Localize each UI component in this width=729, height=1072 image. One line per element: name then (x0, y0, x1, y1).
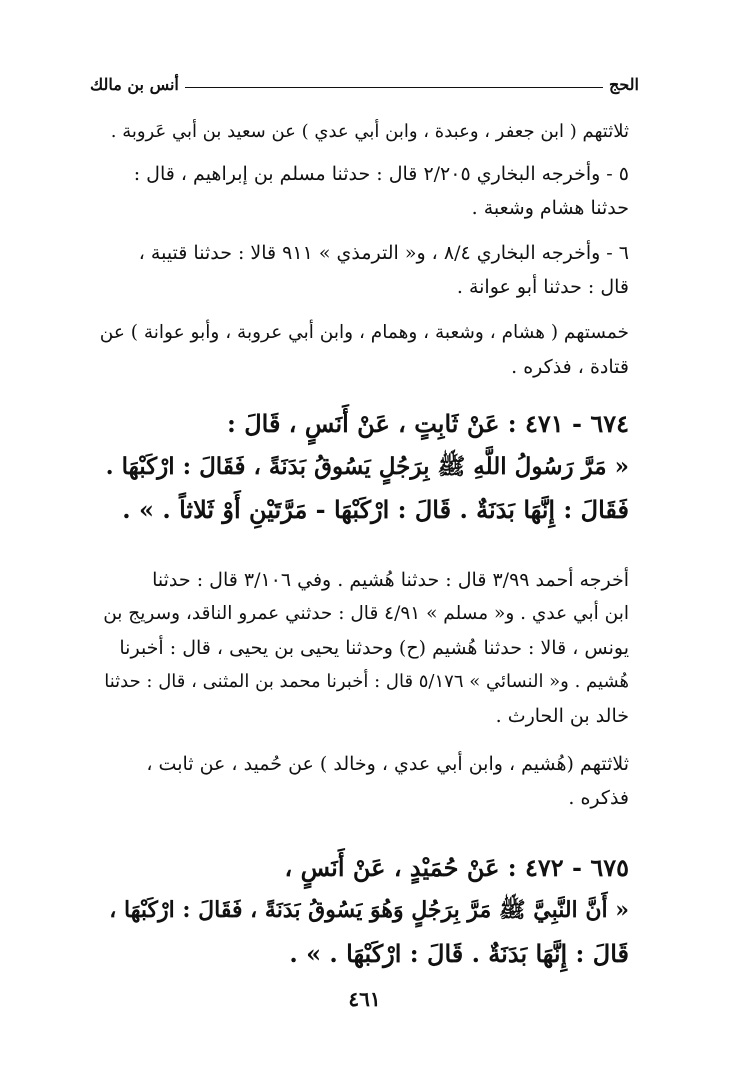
text-line: قتادة ، فذكره . (511, 356, 629, 378)
running-header (90, 70, 639, 94)
source-paragraph-2 (100, 157, 629, 225)
takhrij-paragraph-1 (100, 563, 629, 733)
text-line: خمستهم ( هشام ، وشعبة ، وهمام ، وابن أبي عروبة ، وأبو عوانة ) عن (99, 322, 629, 343)
takhrij-paragraph-2 (100, 747, 629, 815)
text-line: خالد بن الحارث . (495, 705, 629, 727)
text-line: ثلاثتهم (هُشيم ، وابن أبي عدي ، وخالد ) عن حُميد ، عن ثابت ، (146, 753, 629, 775)
hadith-line: قَالَ : إِنَّهَا بَدَنَةٌ . قَالَ : ارْكَبْهَا . » . (289, 939, 629, 968)
text-line: هُشيم . و« النسائي » ٥/١٧٦ قال : أخبرنا محمد بن المثنى ، قال : حدثنا (104, 671, 629, 692)
text-line: يونس ، قالا : حدثنا هُشيم (ح) وحدثنا يحيى بن يحيى ، قال : أخبرنا (119, 637, 629, 659)
hadith-line: فَقَالَ : إِنَّهَا بَدَنَةٌ . قَالَ : ارْكَبْهَا - مَرَّتَيْنِ أَوْ ثَلاثاً . » . (122, 495, 629, 524)
hadith-674 (100, 402, 629, 531)
text-line: قال : حدثنا أبو عوانة . (456, 276, 629, 298)
header-section: أنس بن مالك (90, 75, 179, 94)
text-line: فذكره . (568, 787, 629, 809)
source-paragraph-1 (100, 115, 629, 149)
page-number: ٤٦١ (348, 987, 381, 1011)
hadith-675 (100, 846, 629, 975)
header-chapter: الحج (609, 75, 639, 94)
hadith-line: ٦٧٥ - ٤٧٢ : عَنْ حُمَيْدٍ ، عَنْ أَنَسٍ ، (284, 853, 629, 882)
text-line: ثلاثتهم ( ابن جعفر ، وعبدة ، وابن أبي عدي ) عن سعيد بن أبي عَروبة . (110, 121, 629, 142)
text-line: ٥ - وأخرجه البخاري ٢/٢٠٥ قال : حدثنا مسلم بن إبراهيم ، قال : (133, 163, 629, 185)
text-line: ٦ - وأخرجه البخاري ٨/٤ ، و« الترمذي » ٩١١ قالا : حدثنا قتيبة ، (138, 242, 629, 264)
text-line: ابن أبي عدي . و« مسلم » ٤/٩١ قال : حدثني عمرو الناقد، وسريج بن (103, 603, 629, 624)
hadith-line: ٦٧٤ - ٤٧١ : عَنْ ثَابِتٍ ، عَنْ أَنَسٍ ، قَالَ : (226, 409, 629, 438)
header-rule (185, 87, 603, 88)
hadith-line: « أَنَّ النَّبِيَّ ﷺ مَرَّ بِرَجُلٍ وَهُوَ يَسُوقُ بَدَنَةً ، فَقَالَ : ارْكَبْهَا ، (109, 897, 629, 923)
source-paragraph-3 (100, 236, 629, 304)
source-paragraph-4 (100, 316, 629, 384)
text-line: أخرجه أحمد ٣/٩٩ قال : حدثنا هُشيم . وفي ٣/١٠٦ قال : حدثنا (152, 569, 629, 591)
text-line: حدثنا هشام وشعبة . (471, 197, 629, 219)
hadith-line: « مَرَّ رَسُولُ اللَّهِ ﷺ بِرَجُلٍ يَسُوقُ بَدَنَةً ، فَقَالَ : ارْكَبْهَا . (105, 453, 629, 480)
